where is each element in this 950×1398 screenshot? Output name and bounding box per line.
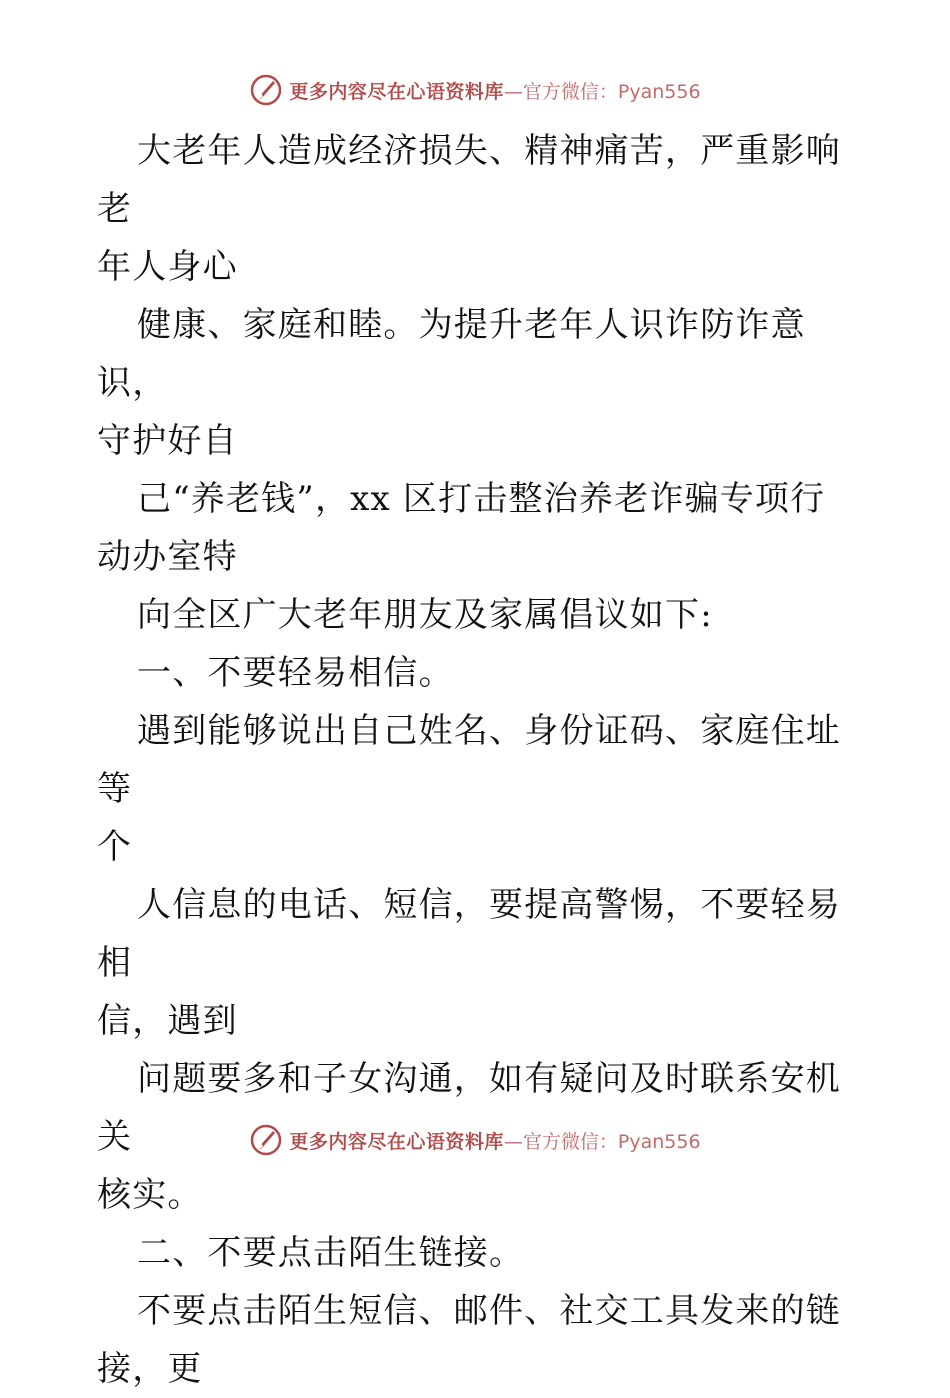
paragraph-wrap: 核实。	[97, 1175, 203, 1215]
paragraph-wrap: 接，更	[97, 1349, 203, 1389]
document-body	[97, 122, 867, 1398]
paragraph-line: 问题要多和子女沟通，如有疑问及时联系安机关	[97, 1059, 841, 1157]
banner-sub-text: —官方微信：Pyan556	[503, 80, 701, 103]
paragraph	[97, 876, 867, 1050]
header-banner	[0, 70, 950, 110]
paragraph-wrap: 动办室特	[97, 537, 238, 577]
paragraph	[97, 122, 867, 296]
paragraph-line: 大老年人造成经济损失、精神痛苦，严重影响老	[97, 131, 841, 229]
paragraph-line: 二、不要点击陌生链接。	[137, 1233, 525, 1273]
paragraph-line: 遇到能够说出自己姓名、身份证码、家庭住址等	[97, 711, 841, 809]
paragraph	[97, 470, 867, 586]
banner-main-text: 更多内容尽在心语资料库	[289, 80, 504, 103]
paragraph-line: 向全区广大老年朋友及家属倡议如下:	[137, 595, 713, 635]
paragraph	[97, 296, 867, 470]
paragraph	[97, 702, 867, 876]
section-heading	[97, 1224, 867, 1282]
section-heading	[97, 644, 867, 702]
quill-logo-icon	[249, 1123, 283, 1157]
paragraph-line: 人信息的电话、短信，要提高警惕，不要轻易相	[97, 885, 841, 983]
paragraph	[97, 586, 867, 644]
footer-banner	[0, 1120, 950, 1160]
paragraph-wrap: 守护好自	[97, 421, 238, 461]
banner-sub-text: —官方微信：Pyan556	[503, 1130, 701, 1153]
paragraph-wrap: 年人身心	[97, 247, 238, 287]
paragraph-wrap: 信，遇到	[97, 1001, 238, 1041]
paragraph-line: 一、不要轻易相信。	[137, 653, 454, 693]
banner-main-text: 更多内容尽在心语资料库	[289, 1130, 504, 1153]
paragraph-line: 健康、家庭和睦。为提升老年人识诈防诈意识，	[97, 305, 806, 403]
paragraph	[97, 1282, 867, 1398]
paragraph-wrap: 个	[97, 827, 133, 867]
paragraph-line: 己“养老钱”，xx 区打击整治养老诈骗专项行	[137, 479, 826, 519]
quill-logo-icon	[249, 73, 283, 107]
paragraph-line: 不要点击陌生短信、邮件、社交工具发来的链	[137, 1291, 841, 1331]
